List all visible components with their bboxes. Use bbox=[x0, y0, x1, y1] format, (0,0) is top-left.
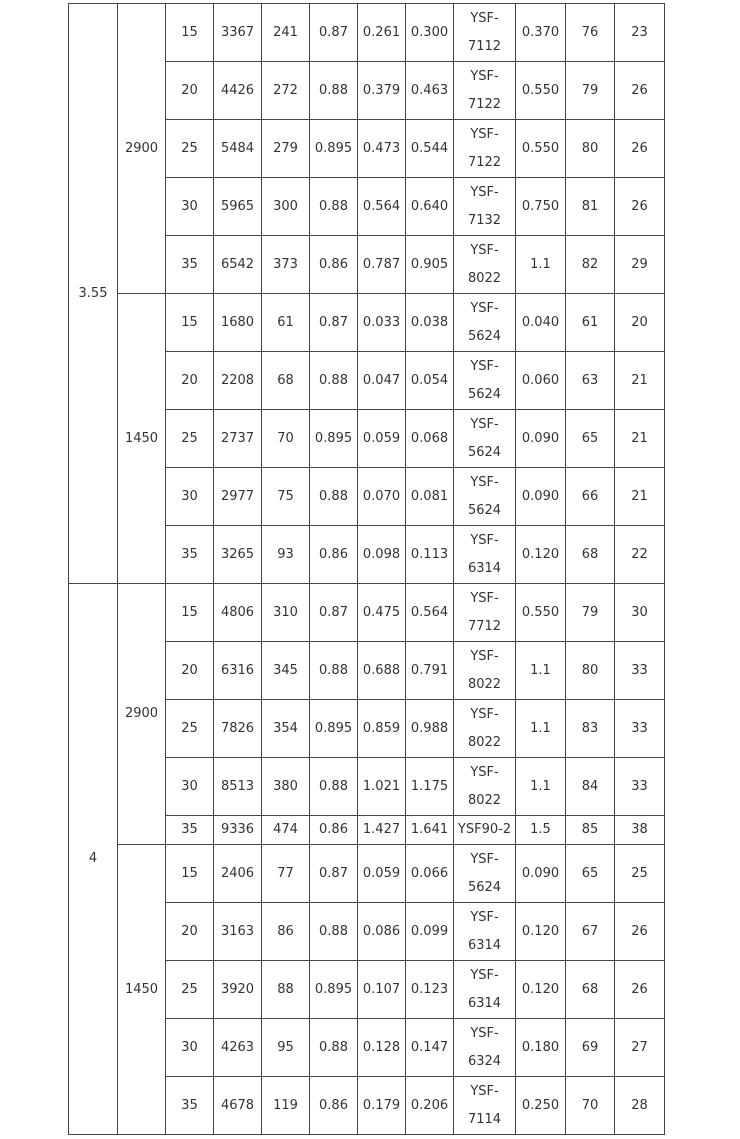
noise-cell: 79 bbox=[566, 62, 615, 120]
noise-cell: 68 bbox=[566, 526, 615, 584]
pressure-value-cell: 88 bbox=[262, 961, 310, 1019]
motor-power-cell: 1.1 bbox=[516, 642, 566, 700]
motor-model-cell: YSF- 8022 bbox=[454, 236, 516, 294]
shaft-power-cell: 0.059 bbox=[358, 410, 406, 468]
shaft-power-cell: 0.033 bbox=[358, 294, 406, 352]
weight-cell: 30 bbox=[615, 584, 665, 642]
weight-cell: 26 bbox=[615, 62, 665, 120]
motor-power-cell: 0.090 bbox=[516, 845, 566, 903]
angle-cell: 25 bbox=[166, 961, 214, 1019]
weight-cell: 21 bbox=[615, 468, 665, 526]
motor-model-cell: YSF- 5624 bbox=[454, 410, 516, 468]
motor-model-cell: YSF- 7122 bbox=[454, 120, 516, 178]
noise-cell: 83 bbox=[566, 700, 615, 758]
shaft-power-cell: 0.128 bbox=[358, 1019, 406, 1077]
weight-cell: 29 bbox=[615, 236, 665, 294]
input-power-cell: 0.054 bbox=[406, 352, 454, 410]
shaft-power-cell: 0.379 bbox=[358, 62, 406, 120]
input-power-cell: 0.123 bbox=[406, 961, 454, 1019]
motor-model-cell: YSF- 5624 bbox=[454, 468, 516, 526]
noise-cell: 63 bbox=[566, 352, 615, 410]
noise-cell: 80 bbox=[566, 642, 615, 700]
weight-cell: 27 bbox=[615, 1019, 665, 1077]
pressure-value-cell: 354 bbox=[262, 700, 310, 758]
efficiency-cell: 0.895 bbox=[310, 120, 358, 178]
pressure-value-cell: 310 bbox=[262, 584, 310, 642]
input-power-cell: 0.544 bbox=[406, 120, 454, 178]
input-power-cell: 0.206 bbox=[406, 1077, 454, 1135]
angle-cell: 25 bbox=[166, 410, 214, 468]
angle-cell: 35 bbox=[166, 1077, 214, 1135]
input-power-cell: 0.099 bbox=[406, 903, 454, 961]
noise-cell: 85 bbox=[566, 816, 615, 845]
angle-cell: 25 bbox=[166, 700, 214, 758]
airflow-cell: 5965 bbox=[214, 178, 262, 236]
efficiency-cell: 0.88 bbox=[310, 758, 358, 816]
weight-cell: 21 bbox=[615, 410, 665, 468]
pressure-cell: 4 bbox=[69, 584, 118, 1135]
efficiency-cell: 0.895 bbox=[310, 700, 358, 758]
input-power-cell: 0.147 bbox=[406, 1019, 454, 1077]
shaft-power-cell: 0.086 bbox=[358, 903, 406, 961]
efficiency-cell: 0.895 bbox=[310, 410, 358, 468]
airflow-cell: 4806 bbox=[214, 584, 262, 642]
noise-cell: 68 bbox=[566, 961, 615, 1019]
fan-spec-table bbox=[68, 3, 665, 1135]
motor-power-cell: 1.5 bbox=[516, 816, 566, 845]
shaft-power-cell: 0.179 bbox=[358, 1077, 406, 1135]
angle-cell: 30 bbox=[166, 758, 214, 816]
pressure-value-cell: 345 bbox=[262, 642, 310, 700]
efficiency-cell: 0.86 bbox=[310, 526, 358, 584]
shaft-power-cell: 0.261 bbox=[358, 4, 406, 62]
motor-model-cell: YSF- 6314 bbox=[454, 961, 516, 1019]
motor-power-cell: 0.040 bbox=[516, 294, 566, 352]
input-power-cell: 0.463 bbox=[406, 62, 454, 120]
airflow-cell: 3265 bbox=[214, 526, 262, 584]
efficiency-cell: 0.86 bbox=[310, 816, 358, 845]
pressure-value-cell: 61 bbox=[262, 294, 310, 352]
weight-cell: 21 bbox=[615, 352, 665, 410]
motor-power-cell: 0.120 bbox=[516, 903, 566, 961]
angle-cell: 15 bbox=[166, 4, 214, 62]
motor-model-cell: YSF- 6324 bbox=[454, 1019, 516, 1077]
airflow-cell: 3367 bbox=[214, 4, 262, 62]
noise-cell: 69 bbox=[566, 1019, 615, 1077]
noise-cell: 84 bbox=[566, 758, 615, 816]
airflow-cell: 2208 bbox=[214, 352, 262, 410]
weight-cell: 26 bbox=[615, 178, 665, 236]
angle-cell: 35 bbox=[166, 526, 214, 584]
efficiency-cell: 0.87 bbox=[310, 4, 358, 62]
motor-model-cell: YSF- 7114 bbox=[454, 1077, 516, 1135]
airflow-cell: 4678 bbox=[214, 1077, 262, 1135]
input-power-cell: 0.640 bbox=[406, 178, 454, 236]
input-power-cell: 0.038 bbox=[406, 294, 454, 352]
efficiency-cell: 0.86 bbox=[310, 236, 358, 294]
efficiency-cell: 0.86 bbox=[310, 1077, 358, 1135]
motor-model-cell: YSF- 7112 bbox=[454, 4, 516, 62]
weight-cell: 33 bbox=[615, 758, 665, 816]
input-power-cell: 0.791 bbox=[406, 642, 454, 700]
airflow-cell: 6542 bbox=[214, 236, 262, 294]
angle-cell: 30 bbox=[166, 178, 214, 236]
pressure-value-cell: 95 bbox=[262, 1019, 310, 1077]
efficiency-cell: 0.87 bbox=[310, 845, 358, 903]
efficiency-cell: 0.88 bbox=[310, 352, 358, 410]
pressure-value-cell: 380 bbox=[262, 758, 310, 816]
input-power-cell: 0.564 bbox=[406, 584, 454, 642]
table-row bbox=[69, 584, 665, 642]
motor-power-cell: 1.1 bbox=[516, 236, 566, 294]
motor-model-cell: YSF- 8022 bbox=[454, 700, 516, 758]
airflow-cell: 2406 bbox=[214, 845, 262, 903]
motor-model-cell: YSF- 5624 bbox=[454, 294, 516, 352]
motor-model-cell: YSF- 6314 bbox=[454, 903, 516, 961]
shaft-power-cell: 0.473 bbox=[358, 120, 406, 178]
pressure-value-cell: 373 bbox=[262, 236, 310, 294]
noise-cell: 67 bbox=[566, 903, 615, 961]
efficiency-cell: 0.88 bbox=[310, 178, 358, 236]
weight-cell: 28 bbox=[615, 1077, 665, 1135]
motor-power-cell: 0.180 bbox=[516, 1019, 566, 1077]
shaft-power-cell: 0.107 bbox=[358, 961, 406, 1019]
shaft-power-cell: 0.475 bbox=[358, 584, 406, 642]
airflow-cell: 2737 bbox=[214, 410, 262, 468]
airflow-cell: 4426 bbox=[214, 62, 262, 120]
noise-cell: 81 bbox=[566, 178, 615, 236]
motor-model-cell: YSF- 7132 bbox=[454, 178, 516, 236]
motor-power-cell: 1.1 bbox=[516, 700, 566, 758]
motor-power-cell: 0.250 bbox=[516, 1077, 566, 1135]
input-power-cell: 0.068 bbox=[406, 410, 454, 468]
pressure-value-cell: 279 bbox=[262, 120, 310, 178]
pressure-value-cell: 474 bbox=[262, 816, 310, 845]
input-power-cell: 0.081 bbox=[406, 468, 454, 526]
airflow-cell: 5484 bbox=[214, 120, 262, 178]
angle-cell: 20 bbox=[166, 62, 214, 120]
table-row bbox=[69, 294, 665, 352]
angle-cell: 35 bbox=[166, 236, 214, 294]
motor-model-cell: YSF90-2 bbox=[454, 816, 516, 845]
efficiency-cell: 0.88 bbox=[310, 62, 358, 120]
motor-power-cell: 0.120 bbox=[516, 961, 566, 1019]
shaft-power-cell: 0.059 bbox=[358, 845, 406, 903]
input-power-cell: 1.641 bbox=[406, 816, 454, 845]
pressure-value-cell: 93 bbox=[262, 526, 310, 584]
shaft-power-cell: 1.021 bbox=[358, 758, 406, 816]
efficiency-cell: 0.88 bbox=[310, 1019, 358, 1077]
shaft-power-cell: 0.564 bbox=[358, 178, 406, 236]
input-power-cell: 1.175 bbox=[406, 758, 454, 816]
table-container bbox=[68, 3, 665, 1135]
angle-cell: 20 bbox=[166, 642, 214, 700]
motor-power-cell: 0.120 bbox=[516, 526, 566, 584]
weight-cell: 20 bbox=[615, 294, 665, 352]
airflow-cell: 6316 bbox=[214, 642, 262, 700]
table-row bbox=[69, 845, 665, 903]
rpm-cell: 1450 bbox=[118, 845, 166, 1135]
pressure-cell: 3.55 bbox=[69, 4, 118, 584]
shaft-power-cell: 1.427 bbox=[358, 816, 406, 845]
weight-cell: 22 bbox=[615, 526, 665, 584]
rpm-cell: 2900 bbox=[118, 4, 166, 294]
noise-cell: 65 bbox=[566, 410, 615, 468]
shaft-power-cell: 0.047 bbox=[358, 352, 406, 410]
pressure-value-cell: 119 bbox=[262, 1077, 310, 1135]
rpm-cell: 2900 bbox=[118, 584, 166, 845]
table-body bbox=[69, 4, 665, 1135]
efficiency-cell: 0.87 bbox=[310, 584, 358, 642]
motor-model-cell: YSF- 5624 bbox=[454, 845, 516, 903]
shaft-power-cell: 0.070 bbox=[358, 468, 406, 526]
pressure-value-cell: 75 bbox=[262, 468, 310, 526]
motor-power-cell: 0.090 bbox=[516, 468, 566, 526]
input-power-cell: 0.066 bbox=[406, 845, 454, 903]
airflow-cell: 7826 bbox=[214, 700, 262, 758]
angle-cell: 30 bbox=[166, 1019, 214, 1077]
pressure-value-cell: 77 bbox=[262, 845, 310, 903]
noise-cell: 61 bbox=[566, 294, 615, 352]
pressure-value-cell: 68 bbox=[262, 352, 310, 410]
airflow-cell: 8513 bbox=[214, 758, 262, 816]
motor-model-cell: YSF- 5624 bbox=[454, 352, 516, 410]
weight-cell: 26 bbox=[615, 120, 665, 178]
motor-model-cell: YSF- 6314 bbox=[454, 526, 516, 584]
motor-power-cell: 0.750 bbox=[516, 178, 566, 236]
efficiency-cell: 0.88 bbox=[310, 642, 358, 700]
table-row bbox=[69, 4, 665, 62]
noise-cell: 76 bbox=[566, 4, 615, 62]
angle-cell: 15 bbox=[166, 845, 214, 903]
pressure-value-cell: 300 bbox=[262, 178, 310, 236]
noise-cell: 79 bbox=[566, 584, 615, 642]
noise-cell: 66 bbox=[566, 468, 615, 526]
noise-cell: 80 bbox=[566, 120, 615, 178]
motor-power-cell: 0.370 bbox=[516, 4, 566, 62]
input-power-cell: 0.905 bbox=[406, 236, 454, 294]
pressure-value-cell: 241 bbox=[262, 4, 310, 62]
angle-cell: 20 bbox=[166, 352, 214, 410]
shaft-power-cell: 0.859 bbox=[358, 700, 406, 758]
motor-power-cell: 0.060 bbox=[516, 352, 566, 410]
pressure-value-cell: 70 bbox=[262, 410, 310, 468]
angle-cell: 20 bbox=[166, 903, 214, 961]
airflow-cell: 2977 bbox=[214, 468, 262, 526]
airflow-cell: 1680 bbox=[214, 294, 262, 352]
angle-cell: 15 bbox=[166, 294, 214, 352]
motor-power-cell: 0.550 bbox=[516, 62, 566, 120]
shaft-power-cell: 0.787 bbox=[358, 236, 406, 294]
motor-power-cell: 0.090 bbox=[516, 410, 566, 468]
airflow-cell: 9336 bbox=[214, 816, 262, 845]
motor-power-cell: 0.550 bbox=[516, 584, 566, 642]
airflow-cell: 3920 bbox=[214, 961, 262, 1019]
noise-cell: 70 bbox=[566, 1077, 615, 1135]
efficiency-cell: 0.895 bbox=[310, 961, 358, 1019]
motor-model-cell: YSF- 7122 bbox=[454, 62, 516, 120]
input-power-cell: 0.113 bbox=[406, 526, 454, 584]
airflow-cell: 3163 bbox=[214, 903, 262, 961]
airflow-cell: 4263 bbox=[214, 1019, 262, 1077]
motor-model-cell: YSF- 8022 bbox=[454, 758, 516, 816]
motor-model-cell: YSF- 8022 bbox=[454, 642, 516, 700]
angle-cell: 30 bbox=[166, 468, 214, 526]
weight-cell: 26 bbox=[615, 903, 665, 961]
efficiency-cell: 0.88 bbox=[310, 903, 358, 961]
weight-cell: 33 bbox=[615, 642, 665, 700]
angle-cell: 15 bbox=[166, 584, 214, 642]
input-power-cell: 0.988 bbox=[406, 700, 454, 758]
weight-cell: 25 bbox=[615, 845, 665, 903]
shaft-power-cell: 0.098 bbox=[358, 526, 406, 584]
weight-cell: 38 bbox=[615, 816, 665, 845]
motor-power-cell: 0.550 bbox=[516, 120, 566, 178]
efficiency-cell: 0.87 bbox=[310, 294, 358, 352]
noise-cell: 65 bbox=[566, 845, 615, 903]
motor-model-cell: YSF- 7712 bbox=[454, 584, 516, 642]
rpm-cell: 1450 bbox=[118, 294, 166, 584]
noise-cell: 82 bbox=[566, 236, 615, 294]
angle-cell: 25 bbox=[166, 120, 214, 178]
pressure-value-cell: 272 bbox=[262, 62, 310, 120]
pressure-value-cell: 86 bbox=[262, 903, 310, 961]
weight-cell: 26 bbox=[615, 961, 665, 1019]
shaft-power-cell: 0.688 bbox=[358, 642, 406, 700]
angle-cell: 35 bbox=[166, 816, 214, 845]
motor-power-cell: 1.1 bbox=[516, 758, 566, 816]
efficiency-cell: 0.88 bbox=[310, 468, 358, 526]
input-power-cell: 0.300 bbox=[406, 4, 454, 62]
weight-cell: 33 bbox=[615, 700, 665, 758]
weight-cell: 23 bbox=[615, 4, 665, 62]
